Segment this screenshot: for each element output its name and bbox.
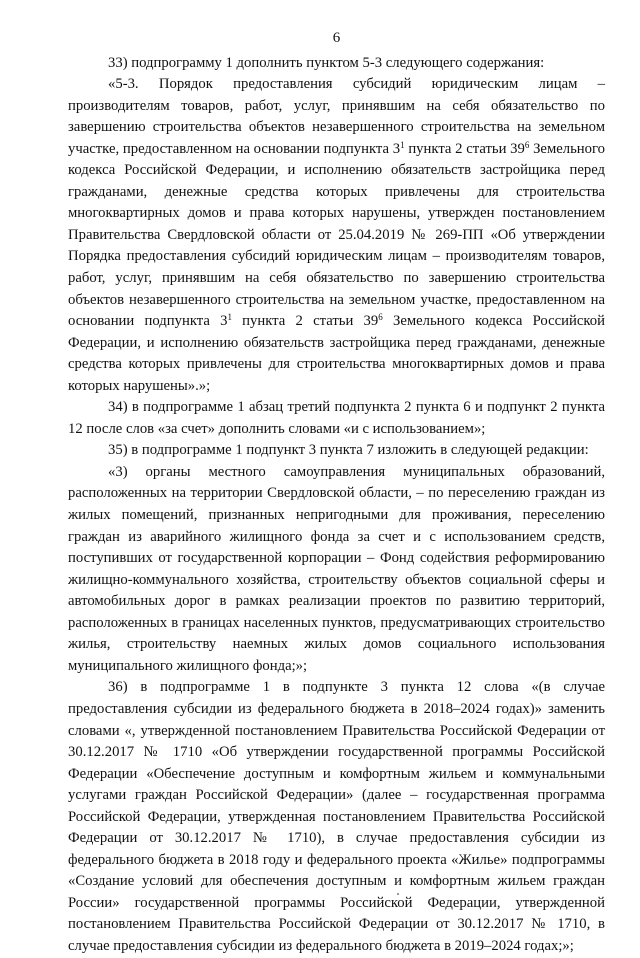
item-33-text-part-b: пункта 2 статьи 39 xyxy=(404,140,525,157)
item-33-text-part-e: Земельного кодекса Российской Федерации, и исполнению обязательств застройщика перед гражданами, денежные средства которых привлечены для строительства многоквартирных домов и права которых нарушены».»; xyxy=(68,313,605,394)
superscript-6b: 6 xyxy=(378,312,383,323)
superscript-1: 1 xyxy=(400,139,405,150)
item-33-text-part-a: «5-3. Порядок предоставления субсидий юридическим лицам – производителям товаров, работ, услуг, принявшим на себя обязательство по завершению строительства объектов незавершенного строительства на земельном участке, предоставленном на основании подпункта 3 xyxy=(68,76,605,157)
item-36: 36) в подпрограмме 1 в подпункте 3 пункта 12 слова «(в случае предоставления субсидии из федерального бюджета в 2018–2024 годах)» заменить словами «, утвержденной постановлением Правительства Российской Федерации от 30.12.2017 № 1710 «Об утверждении государственной программы Российской Федерации «Обеспечение доступным и комфортным жильем и коммунальными услугами граждан Российской Федерации» (далее – государственная программа Российской Федерации, утвержденная постановлением Правительства Российской Федерации от 30.12.2017 № 1710), в случае предоставления субсидии из федерального бюджета в 2018 году и федерального проекта «Жилье» подпрограммы «Создание условий для обеспечения доступным и комфортным жильем граждан России» государственной программы Российской Федерации, утвержденной постановлением Правительства Российской Федерации от 30.12.2017 № 1710, в случае предоставления субсидии из федерального бюджета в 2019–2024 годах;»; xyxy=(68,679,605,954)
superscript-1b: 1 xyxy=(227,312,232,323)
item-33-lead: 33) подпрограмму 1 дополнить пунктом 5-3 следующего содержания: xyxy=(108,54,545,71)
item-33-text-part-d: пункта 2 статьи 39 xyxy=(231,313,379,330)
scan-speck xyxy=(397,893,399,895)
superscript-6: 6 xyxy=(524,139,530,150)
item-33-quoted-text xyxy=(68,74,605,397)
document-page xyxy=(68,28,605,958)
item-35-quoted-text: «3) органы местного самоуправления муниципальных образований, расположенных на территории Свердловской области, – по переселению граждан из жилых помещений, признанных непригодными для проживания, переселению граждан из аварийного жилищного фонда за счет и с использованием средств, поступивших от государственной корпорации – Фонд содействия реформированию жилищно-коммунального хозяйства, строительству объектов социальной сферы и автомобильных дорог в рамках реализации проектов по развитию территорий, расположенных в границах населенных пунктов, предусматривающих строительство жилья, строительству наемных жилых домов социального использования муниципального жилищного фонда;»; xyxy=(68,463,605,674)
page-number: 6 xyxy=(332,30,341,46)
item-34: 34) в подпрограмме 1 абзац третий подпункта 2 пункта 6 и подпункт 2 пункта 12 после слов «за счет» дополнить словами «и с использованием»; xyxy=(68,399,605,437)
item-33-text-part-c: Земельного кодекса Российской Федерации, и исполнению обязательств застройщика перед гражданами, денежные средства которых привлечены для строительства многоквартирных домов и права которых нарушены, утвержден постановлением Правительства Свердловской области от 25.04.2019 № 269-ПП «Об утверждении Порядка предоставления субсидий юридическим лицам – производителям товаров, работ, услуг, принявшим на себя обязательство по завершению строительства объектов незавершенного строительства на земельном участке, предоставленном на основании подпункта 3 xyxy=(68,140,605,330)
item-35-lead: 35) в подпрограмме 1 подпункт 3 пункта 7 изложить в следующей редакции: xyxy=(108,442,589,459)
